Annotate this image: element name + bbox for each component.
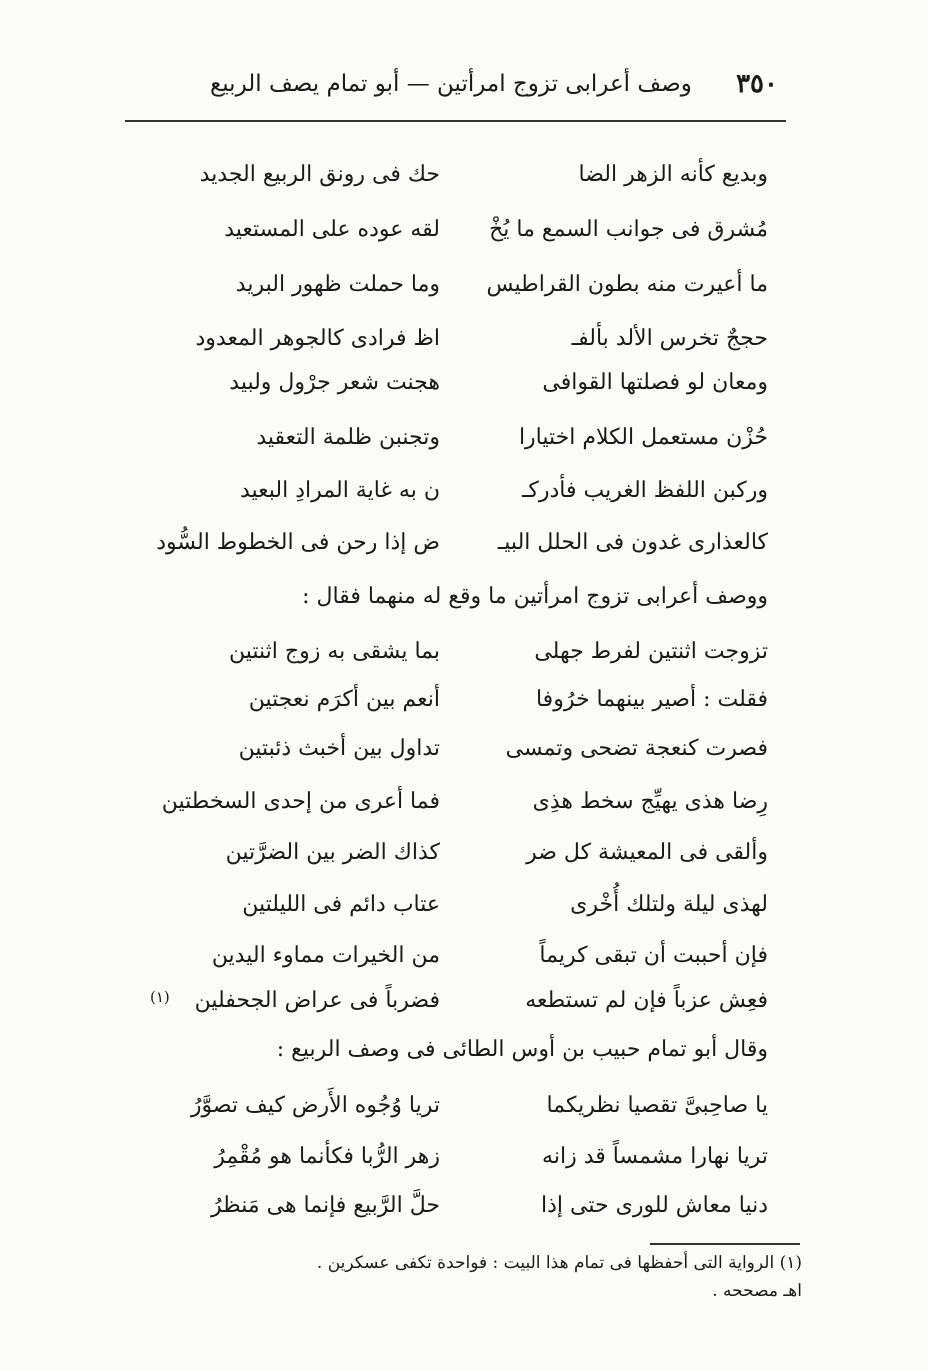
footnote-line: اهـ مصححه . bbox=[712, 1281, 802, 1301]
verse-second-hemistich: فما أعرى من إحدى السخطتين bbox=[161, 788, 440, 814]
intro-paragraph: وقال أبو تمام حبيب بن أوس الطائى فى وصف الربيع : bbox=[276, 1037, 768, 1062]
verse-line bbox=[150, 518, 768, 566]
verse-line bbox=[150, 931, 768, 979]
verse-second-hemistich: زهر الرُّبا فكأنما هو مُقْمِرُ bbox=[214, 1143, 440, 1169]
verse-line bbox=[150, 777, 768, 825]
verse-first-hemistich: دنيا معاش للورى حتى إذا bbox=[541, 1192, 768, 1218]
verse-first-hemistich: يا صاحِبىَّ تقصيا نظريكما bbox=[546, 1092, 768, 1118]
verse-line bbox=[150, 627, 768, 675]
page-header bbox=[210, 62, 778, 106]
verse-first-hemistich: رِضا هذى يهيِّج سخط هذِى bbox=[532, 788, 768, 814]
verse-second-hemistich: اظ فرادى كالجوهر المعدود bbox=[195, 325, 440, 351]
verse-second-text: فضرباً فى عراض الجحفلين bbox=[194, 987, 440, 1013]
verse-line bbox=[150, 413, 768, 461]
footnote-divider bbox=[650, 1243, 800, 1245]
verse-second-hemistich: تداول بين أخبث ذئبتين bbox=[238, 735, 440, 761]
verse-line bbox=[150, 1081, 768, 1129]
verse-second-hemistich: ض إذا رحن فى الخطوط السُّود bbox=[156, 529, 440, 555]
verse-first-hemistich: فعِش عزباً فإن لم تستطعه bbox=[525, 987, 768, 1013]
verse-first-hemistich: وركبن اللفظ الغريب فأدركـ bbox=[521, 477, 768, 503]
page-number: ٣٥٠ bbox=[736, 69, 778, 99]
verse-line bbox=[150, 880, 768, 928]
verse-line bbox=[150, 205, 768, 253]
verse-first-hemistich: فإن أحببت أن تبقى كريماً bbox=[539, 942, 768, 968]
verse-first-hemistich: لهذى ليلة ولتلك أُخْرى bbox=[570, 891, 768, 917]
verse-line bbox=[150, 150, 768, 198]
verse-second-hemistich: حلَّ الرَّبيع فإنما هى مَنظرُ bbox=[211, 1192, 440, 1218]
verse-first-hemistich: فصرت كنعجة تضحى وتمسى bbox=[505, 735, 768, 761]
verse-second-hemistich: لقه عوده على المستعيد bbox=[224, 216, 440, 242]
verse-second-hemistich: عتاب دائم فى الليلتين bbox=[242, 891, 440, 917]
verse-second-hemistich: حك فى رونق الربيع الجديد bbox=[199, 161, 440, 187]
footnote-line: (١) الرواية التى أحفظها فى تمام هذا البيت : فواحدة تكفى عسكرين . bbox=[316, 1253, 802, 1273]
verse-first-hemistich: مُشرق فى جوانب السمع ما يُخْ bbox=[489, 216, 768, 242]
verse-second-hemistich: من الخيرات مماوء اليدين bbox=[211, 942, 440, 968]
intro-paragraph: ووصف أعرابى تزوج امرأتين ما وقع له منهما فقال : bbox=[302, 584, 768, 609]
verse-first-hemistich: فقلت : أصير بينهما خرُوفا bbox=[535, 686, 768, 712]
verse-first-hemistich: حُزْن مستعمل الكلام اختيارا bbox=[518, 424, 768, 450]
verse-first-hemistich: وألقى فى المعيشة كل ضر bbox=[526, 839, 768, 865]
verse-line bbox=[150, 976, 768, 1024]
verse-line bbox=[150, 260, 768, 308]
verse-line bbox=[150, 314, 768, 362]
verse-first-hemistich: ما أعيرت منه بطون القراطيس bbox=[486, 271, 768, 297]
verse-first-hemistich: كالعذارى غدون فى الحلل البيـ bbox=[497, 529, 768, 555]
verse-second-hemistich: وما حملت ظهور البريد bbox=[235, 271, 440, 297]
verse-first-hemistich: تريا نهارا مشمساً قد زانه bbox=[542, 1143, 768, 1169]
verse-line bbox=[150, 828, 768, 876]
verse-second-hemistich: هجنت شعر جرْول ولبيد bbox=[229, 369, 440, 395]
verse-first-hemistich: حججٌ تخرس الألد بألفـ bbox=[571, 325, 768, 351]
header-divider bbox=[125, 120, 786, 122]
verse-second-hemistich: كذاك الضر بين الضرَّتين bbox=[225, 839, 440, 865]
verse-second-hemistich bbox=[150, 988, 440, 1013]
verse-first-hemistich: وبديع كأنه الزهر الضا bbox=[578, 161, 768, 187]
verse-line bbox=[150, 675, 768, 723]
footnote-marker[interactable]: (١) bbox=[150, 987, 170, 1006]
verse-line bbox=[150, 724, 768, 772]
verse-second-hemistich: أنعم بين أكرَم نعجتين bbox=[248, 686, 440, 712]
verse-second-hemistich: وتجنبن ظلمة التعقيد bbox=[256, 424, 440, 450]
verse-line bbox=[150, 358, 768, 406]
running-title: وصف أعرابى تزوج امرأتين — أبو تمام يصف الربيع bbox=[210, 71, 692, 97]
verse-line bbox=[150, 1181, 768, 1229]
verse-line bbox=[150, 1132, 768, 1180]
verse-second-hemistich: ن به غاية المرادِ البعيد bbox=[239, 477, 440, 503]
verse-first-hemistich: تزوجت اثنتين لفرط جهلى bbox=[534, 638, 768, 664]
verse-line bbox=[150, 466, 768, 514]
verse-second-hemistich: تريا وُجُوه الأَرض كيف تصوَّرُ bbox=[190, 1092, 440, 1118]
verse-first-hemistich: ومعان لو فصلتها القوافى bbox=[542, 369, 768, 395]
verse-second-hemistich: بما يشقى به زوج اثنتين bbox=[229, 638, 440, 664]
